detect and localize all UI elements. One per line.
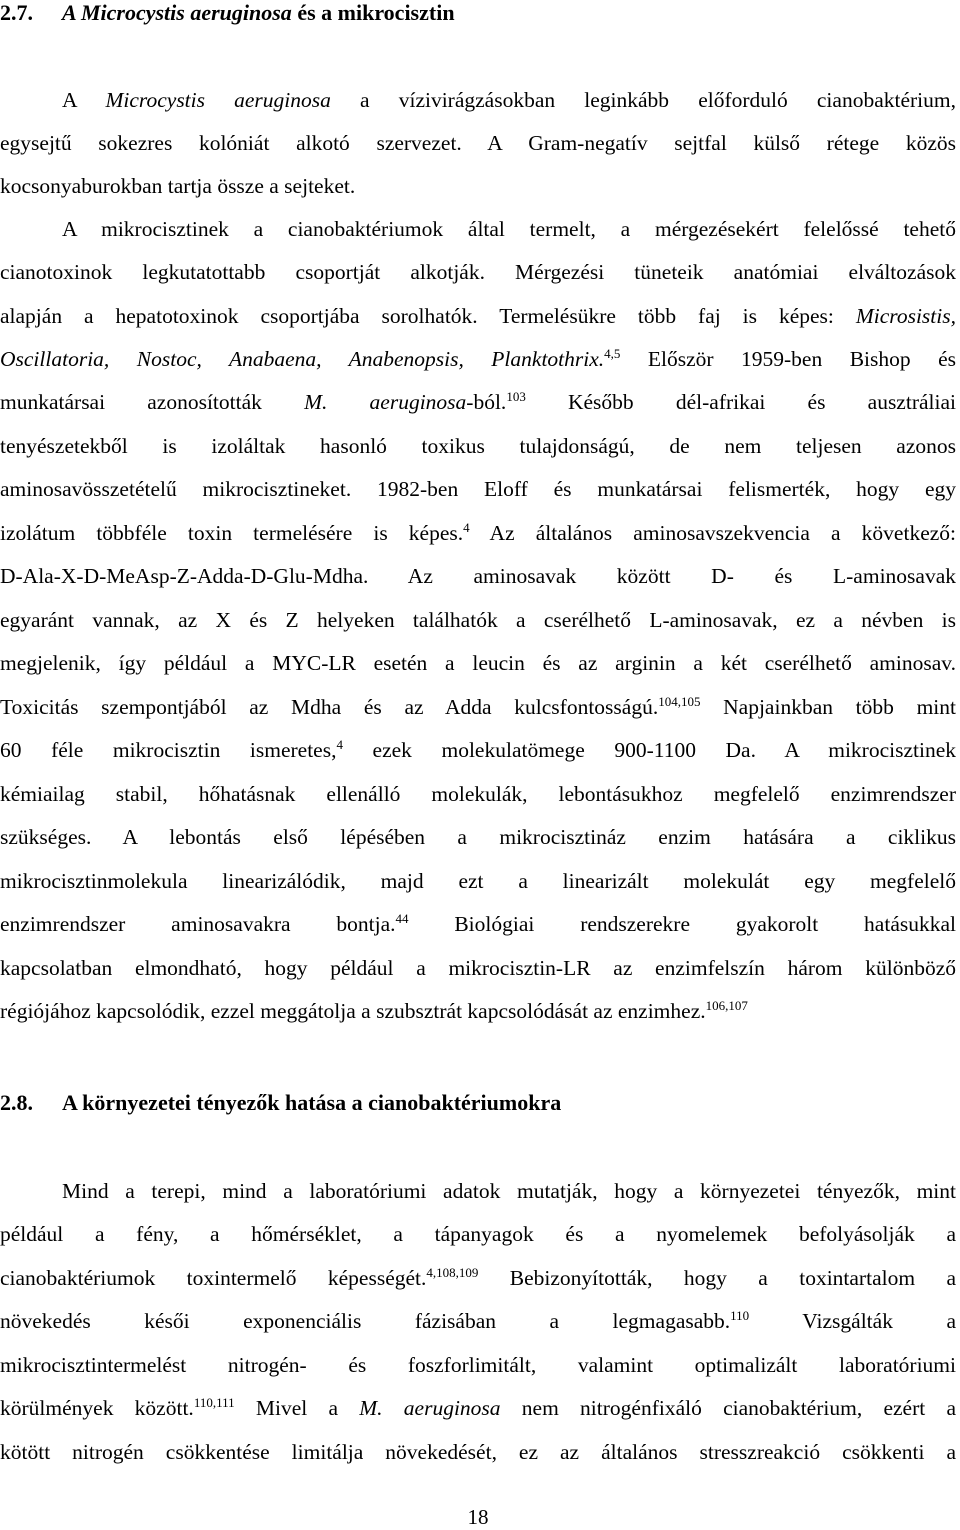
section-heading-2-7 xyxy=(0,0,455,26)
paragraph-line: például a fény, a hőmérséklet, a tápanyagok és a nyomelemek befolyásolják a xyxy=(0,1222,956,1246)
section-number: 2.7. xyxy=(0,0,33,25)
paragraph-line: körülmények között.$^{110,111}$ Mivel a M. aeruginosa nem nitrogénfixáló cianobaktérium, ezért a xyxy=(0,1395,956,1420)
paragraph-line: Toxicitás szempontjából az Mdha és az Adda kulcsfontosságú.$^{104,105}$ Napjainkban több mint xyxy=(0,694,956,719)
paragraph-line: kocsonyaburokban tartja össze a sejteket. xyxy=(0,174,356,198)
paragraph-line: növekedés késői exponenciális fázisában a legmagasabb.$^{110}$ Vizsgálták a xyxy=(0,1308,956,1333)
citation: 110 xyxy=(730,1308,750,1323)
paragraph-line: A Microcystis aeruginosa a vízivirágzásokban leginkább előforduló cianobaktérium, xyxy=(62,88,956,112)
paragraph-line: kémiailag stabil, hőhatásnak ellenálló molekulák, lebontásukhoz megfelelő enzimrendszer xyxy=(0,782,956,806)
paragraph-line: egysejtű sokezres kolóniát alkotó szervezet. A Gram-negatív sejtfal külső rétege közös xyxy=(0,131,956,155)
section-title-italic: A Microcystis aeruginosa xyxy=(62,0,292,25)
paragraph-line: A mikrocisztinek a cianobaktériumok által termelt, a mérgezésekért felelőssé tehető xyxy=(62,217,956,241)
paragraph-line: cianotoxinok legkutatottabb csoportját alkotják. Mérgezési tüneteik anatómiai elváltozások xyxy=(0,260,956,284)
citation: 104,105 xyxy=(658,694,701,709)
section-title: A környezetei tényezők hatása a cianobaktériumokra xyxy=(62,1090,562,1115)
paragraph-line: kötött nitrogén csökkentése limitálja növekedését, ez az általános stresszreakció csökkenti a xyxy=(0,1440,956,1464)
paragraph-line: 60 féle mikrocisztin ismeretes,$^4$ ezek molekulatömege 900-1100 Da. A mikrocisztinek xyxy=(0,737,957,762)
paragraph-line: tenyészetekből is izoláltak hasonló toxikus tulajdonságú, de nem teljesen azonos xyxy=(0,434,956,458)
paragraph-line: egyaránt vannak, az X és Z helyeken találhatók a cserélhető L-aminosavak, ez a névben is xyxy=(0,608,956,632)
section-heading-2-8 xyxy=(0,1090,561,1116)
paragraph-line: munkatársai azonosították M. aeruginosa-ból.$^{103}$ Később dél-afrikai és ausztráliai xyxy=(0,389,956,414)
citation: 4,108,109 xyxy=(426,1265,479,1280)
paragraph-line: aminosavösszetételű mikrocisztineket. 1982-ben Eloff és munkatársai felismerték, hogy egy xyxy=(0,477,956,501)
paragraph-line: megjelenik, így például a MYC-LR esetén a leucin és az arginin a két cserélhető aminosav. xyxy=(0,651,956,675)
page-number: 18 xyxy=(467,1505,489,1529)
paragraph-line: szükséges. A lebontás első lépésében a mikrocisztináz enzim hatására a ciklikus xyxy=(0,825,956,849)
paragraph-line: mikrocisztinmolekula linearizálódik, majd ezt a linearizált molekulát egy megfelelő xyxy=(0,869,956,893)
citation: 106,107 xyxy=(705,998,748,1013)
paragraph-line: mikrocisztintermelést nitrogén- és foszforlimitált, valamint optimalizált laboratóriumi xyxy=(0,1353,956,1377)
citation: 4,5 xyxy=(604,346,621,361)
section-number: 2.8. xyxy=(0,1090,33,1115)
paragraph-line: Mind a terepi, mind a laboratóriumi adatok mutatják, hogy a környezetei tényezők, mint xyxy=(62,1179,956,1203)
citation: 4 xyxy=(336,737,343,752)
citation: 110,111 xyxy=(193,1395,235,1410)
paragraph-line: cianobaktériumok toxintermelő képességét.$^{4,108,109}$ Bebizonyították, hogy a toxintartalom a xyxy=(0,1265,956,1290)
citation: 103 xyxy=(506,389,526,404)
paragraph-line: régiójához kapcsolódik, ezzel meggátolja a szubsztrát kapcsolódását az enzimhez.$^{106,107}$ xyxy=(0,998,748,1023)
paragraph-line: Oscillatoria, Nostoc, Anabaena, Anabenopsis, Planktothrix.$^{4,5}$ Először 1959-ben Bishop és xyxy=(0,346,956,371)
paragraph-line: alapján a hepatotoxinok csoportjába sorolhatók. Termelésükre több faj is képes: Microsistis, xyxy=(0,304,956,328)
section-title-rest: és a mikrocisztin xyxy=(291,0,455,25)
citation: 44 xyxy=(395,911,409,926)
citation: 4 xyxy=(463,520,470,535)
paragraph-line: izolátum többféle toxin termelésére is képes.$^4$ Az általános aminosavszekvencia a következő: xyxy=(0,520,957,545)
paragraph-line: kapcsolatban elmondható, hogy például a mikrocisztin-LR az enzimfelszín három különböző xyxy=(0,956,956,980)
paragraph-line: D-Ala-X-D-MeAsp-Z-Adda-D-Glu-Mdha. Az aminosavak között D- és L-aminosavak xyxy=(0,564,956,588)
paragraph-line: enzimrendszer aminosavakra bontja.$^{44}$ Biológiai rendszerekre gyakorolt hatásukkal xyxy=(0,911,956,936)
